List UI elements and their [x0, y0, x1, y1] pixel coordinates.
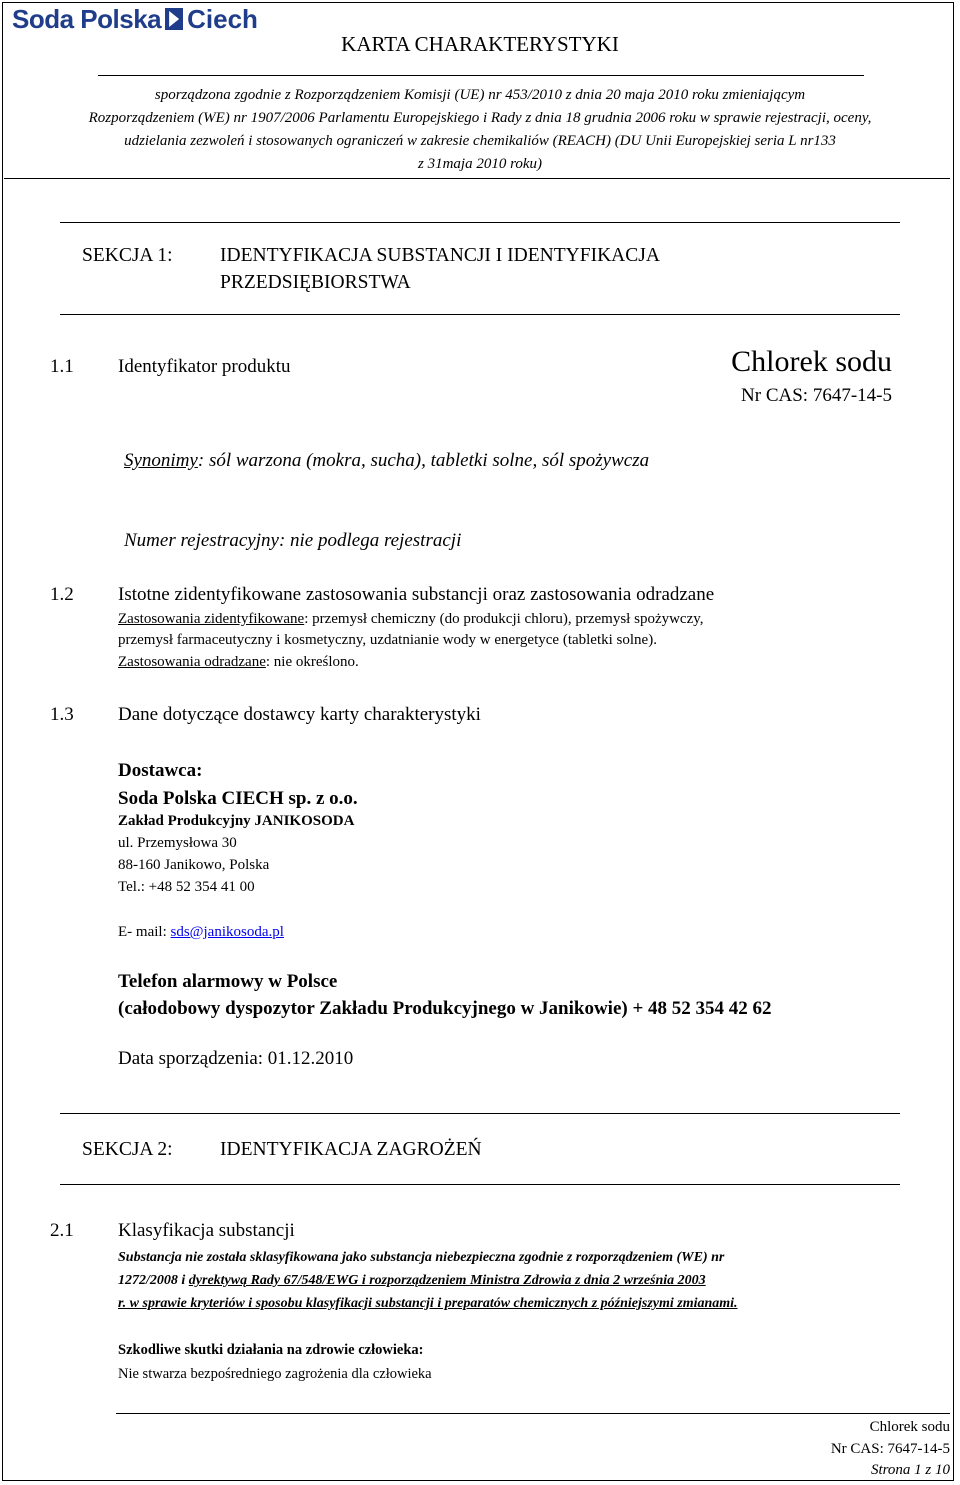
registration-number: Numer rejestracyjny: nie podlega rejestracji — [124, 530, 462, 551]
discouraged-uses — [118, 654, 359, 671]
logo-ciech: Ciech — [187, 3, 258, 34]
document-title: KARTA CHARAKTERYSTYKI — [341, 32, 619, 56]
supplier-city: 88-160 Janikowo, Polska — [118, 857, 270, 873]
product-name: Chlorek sodu — [731, 345, 892, 378]
synonyms-label: Synonimy — [124, 450, 198, 471]
identified-uses-line1 — [118, 611, 704, 628]
footer-cas: Nr CAS: 7647-14-5 — [830, 1441, 950, 1457]
supplier-label: Dostawca: — [118, 760, 203, 781]
health-effects-text: Nie stwarza bezpośredniego zagrożenia dla człowieka — [118, 1366, 432, 1382]
intro-line-1: sporządzona zgodnie z Rozporządzeniem Komisji (UE) nr 453/2010 z dnia 20 maja 2010 roku zmieniającym — [154, 87, 806, 103]
s13-heading: Dane dotyczące dostawcy karty charakterystyki — [118, 704, 481, 725]
supplier-email-row — [118, 924, 284, 941]
s21-heading: Klasyfikacja substancji — [118, 1220, 295, 1241]
footer-page-number: Strona 1 z 10 — [870, 1462, 950, 1478]
section1-title-line2: PRZEDSIĘBIORSTWA — [220, 272, 411, 293]
product-cas: Nr CAS: 7647-14-5 — [741, 385, 892, 406]
section2-title: IDENTYFIKACJA ZAGROŻEŃ — [220, 1139, 482, 1160]
footer-product: Chlorek sodu — [869, 1419, 950, 1435]
s12-number: 1.2 — [50, 584, 74, 605]
synonyms — [124, 450, 649, 472]
discouraged-uses-text: : nie określono. — [265, 654, 359, 670]
section1-top-rule — [60, 222, 900, 223]
footer-rule — [116, 1413, 950, 1414]
classification-line1: Substancja nie została sklasyfikowana jako substancja niebezpieczna zgodnie z rozporządzeniem (WE) nr — [118, 1250, 725, 1265]
logo-mark-icon — [165, 8, 183, 30]
s11-number: 1.1 — [50, 356, 74, 377]
classification-directive: dyrektywą Rady 67/548/EWG i rozporządzeniem Ministra Zdrowia z dnia 2 września 2003 — [188, 1273, 706, 1288]
discouraged-uses-label: Zastosowania odradzane — [118, 654, 266, 670]
title-rule — [98, 75, 864, 76]
company-logo — [12, 3, 258, 34]
supplier-phone: Tel.: +48 52 354 41 00 — [118, 879, 255, 895]
preparation-date: Data sporządzenia: 01.12.2010 — [118, 1048, 354, 1069]
section2-label: SEKCJA 2: — [82, 1139, 173, 1160]
classification-reg: 1272/2008 i — [118, 1273, 189, 1288]
s11-heading: Identyfikator produktu — [118, 356, 291, 377]
logo-soda-polska: Soda Polska — [12, 3, 162, 34]
intro-line-3: udzielania zezwoleń i stosowanych ograniczeń w zakresie chemikaliów (REACH) (DU Unii Europejskiej seria L nr133 — [124, 133, 836, 149]
identified-uses-label: Zastosowania zidentyfikowane — [118, 611, 305, 627]
intro-line-4: z 31maja 2010 roku) — [417, 156, 543, 172]
email-label: E- mail: — [118, 924, 171, 940]
intro-line-2: Rozporządzeniem (WE) nr 1907/2006 Parlamentu Europejskiego i Rady z dnia 18 grudnia 2006 roku w sprawie rejestracji, oceny, — [88, 110, 872, 126]
section1-title-line1: IDENTYFIKACJA SUBSTANCJI I IDENTYFIKACJA — [220, 245, 660, 266]
section2-top-rule — [60, 1113, 900, 1114]
supplier-street: ul. Przemysłowa 30 — [118, 835, 237, 851]
s13-number: 1.3 — [50, 704, 74, 725]
s12-heading: Istotne zidentyfikowane zastosowania substancji oraz zastosowania odradzane — [118, 584, 715, 605]
identified-uses-line2: przemysł farmaceutyczny i kosmetyczny, uzdatnianie wody w energetyce (tabletki solne). — [118, 632, 657, 648]
alarm-phone-detail: (całodobowy dyspozytor Zakładu Produkcyjnego w Janikowie) + 48 52 354 42 62 — [118, 998, 772, 1019]
section1-label: SEKCJA 1: — [82, 245, 173, 266]
section1-bottom-rule — [60, 314, 900, 315]
section2-bottom-rule — [60, 1184, 900, 1185]
classification-line3: r. w sprawie kryteriów i sposobu klasyfikacji substancji i preparatów chemicznych z późniejszymi zmianami. — [118, 1296, 738, 1311]
header-rule — [4, 178, 950, 179]
identified-uses-text: : przemysł chemiczny (do produkcji chloru), przemysł spożywczy, — [304, 611, 704, 627]
supplier-company: Soda Polska CIECH sp. z o.o. — [118, 788, 358, 809]
classification-line2 — [118, 1273, 706, 1289]
synonyms-text: : sól warzona (mokra, sucha), tabletki solne, sól spożywcza — [197, 450, 650, 471]
s21-number: 2.1 — [50, 1220, 74, 1241]
health-effects-label: Szkodliwe skutki działania na zdrowie człowieka: — [118, 1342, 424, 1358]
supplier-plant: Zakład Produkcyjny JANIKOSODA — [118, 813, 355, 829]
alarm-phone-title: Telefon alarmowy w Polsce — [118, 971, 338, 992]
email-link[interactable]: sds@janikosoda.pl — [170, 924, 284, 940]
